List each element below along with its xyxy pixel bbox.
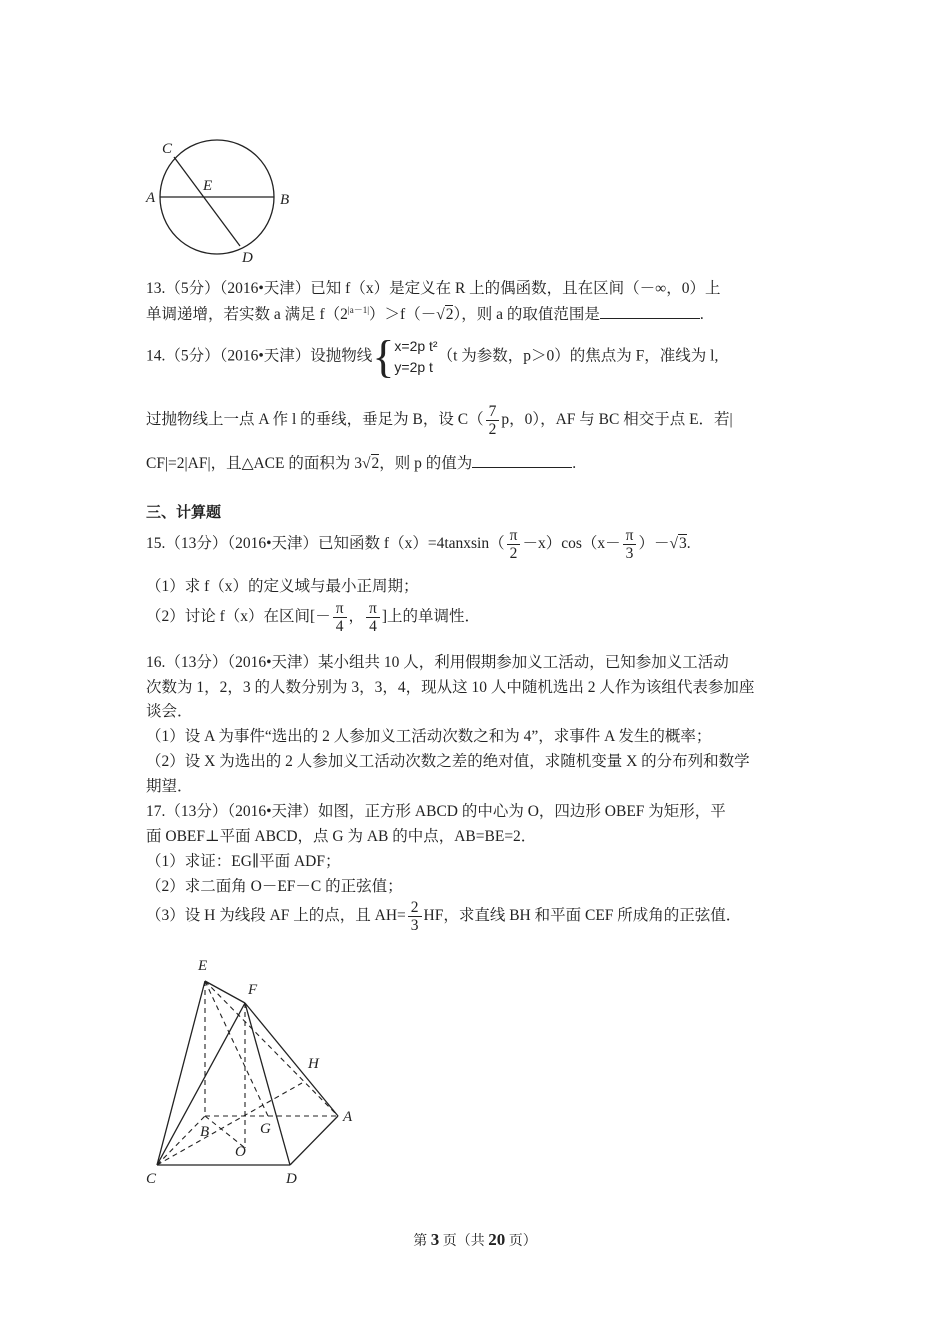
label-h: H <box>308 1056 319 1072</box>
label-o: O <box>235 1144 246 1160</box>
text: 单调递增，若实数 a 满足 f（2 <box>146 306 348 323</box>
fraction <box>507 527 521 562</box>
text: ，则 p 的值为 <box>379 455 473 472</box>
q16-line1: 16.（13分）（2016•天津）某小组共 10 人，利用假期参加义工活动，已知参加义工活动 <box>146 654 729 671</box>
q17-line1: 17.（13分）（2016•天津）如图，正方形 ABCD 的中心为 O，四边形 OBEF 为矩形，平 <box>146 803 726 820</box>
q17-part1: （1）求证：EG∥平面 ADF； <box>146 853 341 870</box>
numerator: π <box>366 600 380 618</box>
text: p，0），AF 与 BC 相交于点 E．若| <box>501 411 733 429</box>
label-b: B <box>200 1124 210 1140</box>
q16-part1: （1）设 A 为事件“选出的 2 人参加义工活动次数之和为 4”，求事件 A 发生的概率； <box>146 728 712 745</box>
text: 过抛物线上一点 A 作 l 的垂线，垂足为 B，设 C（ <box>146 411 484 429</box>
text: 14.（5分）（2016•天津）设抛物线 <box>146 347 373 365</box>
text: . <box>699 306 704 323</box>
equation: y=2p t <box>394 359 433 375</box>
text: 第 <box>413 1234 431 1249</box>
q14-line2 <box>146 403 733 438</box>
text: 页（共 <box>439 1234 489 1249</box>
label-a: A <box>146 190 156 206</box>
text: ]上的单调性． <box>381 608 481 626</box>
fraction <box>486 403 500 438</box>
label-g: G <box>260 1121 271 1137</box>
numerator: π <box>333 600 347 618</box>
q15-part2 <box>146 600 480 635</box>
q13-line2: 单调递增，若实数 a 满足 $f(2^{|a-1|})>f(-√2)$，则 a 的取值范围是 . <box>146 304 704 323</box>
text: ， <box>348 608 365 626</box>
text: （3）设 H 为线段 AF 上的点，且 AH= <box>146 907 406 925</box>
q15-part1: （1）求 f（x）的定义域与最小正周期； <box>146 578 419 595</box>
q17-line2: 面 OBEF⊥平面 ABCD，点 G 为 AB 的中点，AB=BE=2． <box>146 828 537 845</box>
text: ）－ <box>638 535 670 553</box>
total-pages: 20 <box>488 1230 506 1249</box>
q14-line3: CF|=2|AF|，且△ACE 的面积为 3√2，则 p 的值为 . <box>146 455 577 472</box>
label-c: C <box>146 1171 157 1187</box>
section-heading: 三、计算题 <box>146 503 222 521</box>
q16-line3: 谈会． <box>146 703 193 720</box>
page-number: 3 <box>430 1230 440 1249</box>
denominator: 2 <box>509 545 518 563</box>
denominator: 2 <box>488 421 497 439</box>
denominator: 4 <box>369 618 377 636</box>
page-footer <box>0 1230 950 1250</box>
numerator: π <box>623 527 637 545</box>
fraction <box>333 600 347 635</box>
answer-blank[interactable] <box>472 453 572 468</box>
text: . <box>686 535 691 553</box>
text: 15.（13分）（2016•天津）已知函数 f（x）=4tanxsin（ <box>146 535 505 553</box>
numerator: π <box>507 527 521 545</box>
denominator: 3 <box>625 545 634 563</box>
sqrt-value: 2 <box>371 455 380 472</box>
exponent: |a－1| <box>347 304 370 315</box>
text: ）＞f（－ <box>369 306 437 323</box>
sqrt-value: 2 <box>445 306 454 323</box>
circle-figure <box>140 135 300 265</box>
text: ），则 a 的取值范围是 <box>453 306 600 323</box>
equation-system: { x=2p t² y=2p t <box>372 331 438 382</box>
numerator: 7 <box>486 403 500 421</box>
denominator: 4 <box>335 618 344 636</box>
label-a: A <box>343 1109 353 1125</box>
q14-line1 <box>146 331 719 382</box>
q16-line6: 期望． <box>146 778 193 795</box>
pyramid-figure <box>140 950 380 1190</box>
text: （2）讨论 f（x）在区间[－ <box>146 608 331 626</box>
denominator: 3 <box>410 917 419 935</box>
equation: x=2p t² <box>394 338 438 354</box>
label-d: D <box>286 1171 297 1187</box>
label-e: E <box>203 178 213 194</box>
label-b: B <box>280 192 290 208</box>
q16-part2: （2）设 X 为选出的 2 人参加义工活动次数之差的绝对值，求随机变量 X 的分布列和数学 <box>146 753 750 770</box>
text: 页） <box>505 1234 537 1249</box>
sqrt-value: 3 <box>678 535 687 553</box>
fraction <box>408 899 422 934</box>
q13-line1: 13.（5分）（2016•天津）已知 f（x）是定义在 R 上的偶函数，且在区间（－∞，0）上 <box>146 280 721 297</box>
label-e: E <box>198 958 208 974</box>
label-d: D <box>242 250 253 265</box>
text: －x）cos（x－ <box>522 535 621 553</box>
numerator: 2 <box>408 899 422 917</box>
q16-line2: 次数为 1，2，3 的人数分别为 3，3，4，现从这 10 人中随机选出 2 人作为该组代表参加座 <box>146 679 755 696</box>
text: HF，求直线 BH 和平面 CEF 所成角的正弦值． <box>423 907 742 925</box>
q17-part2: （2）求二面角 O－EF－C 的正弦值； <box>146 878 403 895</box>
fraction <box>366 600 380 635</box>
text: CF|=2|AF|，且△ACE 的面积为 3 <box>146 455 362 472</box>
fraction <box>623 527 637 562</box>
q17-part3 <box>146 899 741 934</box>
label-f: F <box>248 982 258 998</box>
answer-blank[interactable] <box>600 304 700 319</box>
text: . <box>572 455 577 472</box>
label-c: C <box>162 141 173 157</box>
q15-line1: 15.（13分）（2016•天津）已知函数 f（x）=4tanxsin（ $\frac{\pi}{2}$ －x）cos（x－ $\frac{\pi}{3}$ ）－√3. <box>146 527 691 563</box>
text: （t 为参数，p＞0）的焦点为 F，准线为 l, <box>437 347 719 365</box>
